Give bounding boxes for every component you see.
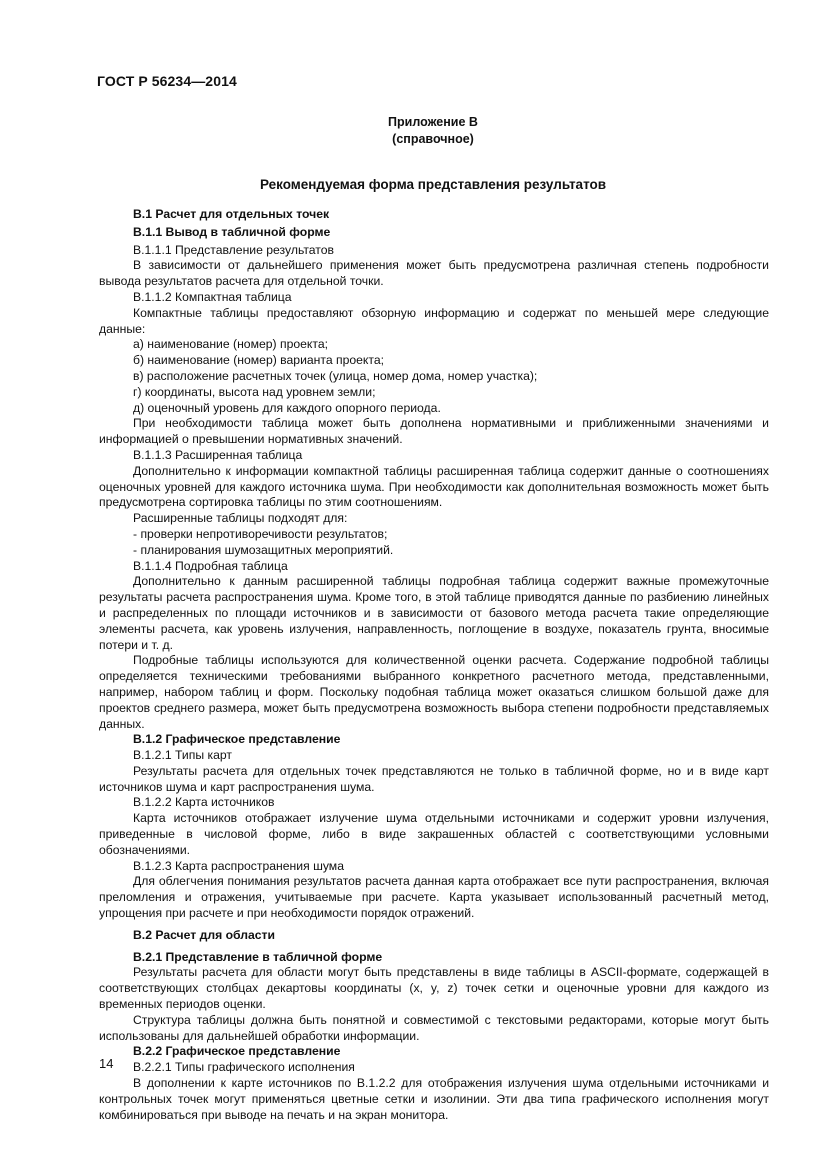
subsection-heading: В.1.1 Вывод в табличной форме xyxy=(133,224,331,239)
list-item: д) оценочный уровень для каждого опорного периода. xyxy=(133,400,441,415)
appendix-heading xyxy=(0,114,826,148)
paragraph: Для облегчения понимания результатов расчета данная карта отображает все пути распространения, включая преломления и отражения, учитываемые при расчете. Карта указывает использованный расчетный метод, упрощения при расчете и при необходимости порядок отражений. xyxy=(99,874,769,921)
paragraph: Компактные таблицы предоставляют обзорную информацию и содержат по меньшей мере следующие данные: xyxy=(99,305,769,336)
clause-heading: В.1.1.1 Представление результатов xyxy=(133,242,334,257)
list-item: в) расположение расчетных точек (улица, номер дома, номер участка); xyxy=(133,368,538,383)
clause-heading: В.1.1.4 Подробная таблица xyxy=(133,558,288,573)
subsection-heading: В.2.2 Графическое представление xyxy=(133,1044,341,1059)
list-item: - проверки непротиворечивости результатов; xyxy=(133,526,388,541)
paragraph: Дополнительно к информации компактной таблицы расширенная таблица содержит данные о соотношениях оценочных уровней для каждого источника шума. При необходимости как дополнительная возможность может быть предусмотрена сортировка таблицы по этим соотношениям. xyxy=(99,463,769,510)
paragraph: Результаты расчета для отдельных точек представляются не только в табличной форме, но и в виде карт источников шума и карт распространения шума. xyxy=(99,763,769,794)
clause-heading: В.1.2.2 Карта источников xyxy=(133,795,275,810)
paragraph: В дополнении к карте источников по В.1.2.2 для отображения излучения шума отдельными источниками и контрольных точек могут применяться цветные сетки и изолинии. Эти два типа графического исполнения могут комбинироваться при выводе на печать и на экран монитора. xyxy=(99,1076,769,1122)
section-heading: В.1 Расчет для отдельных точек xyxy=(133,207,330,221)
paragraph: Карта источников отображает излучение шума отдельными источниками и содержит уровни излучения, приведенные в числовой форме, либо в виде закрашенных областей с соответствующими условными обозначениями. xyxy=(99,811,769,857)
document-body xyxy=(99,207,769,1123)
clause-heading: В.1.2.3 Карта распространения шума xyxy=(133,858,344,873)
page-number: 14 xyxy=(99,1056,114,1071)
clause-heading: В.1.1.2 Компактная таблица xyxy=(133,289,292,304)
list-item: г) координаты, высота над уровнем земли; xyxy=(133,384,376,399)
paragraph: При необходимости таблица может быть дополнена нормативными и приближенными значениями и информацией о превышении нормативных значений. xyxy=(99,416,769,447)
page-title: Рекомендуемая форма представления результатов xyxy=(259,177,607,192)
appendix-title: Приложение В xyxy=(388,115,478,129)
document-header: ГОСТ Р 56234—2014 xyxy=(97,73,237,89)
paragraph: Расширенные таблицы подходят для: xyxy=(133,511,348,526)
list-item: - планирования шумозащитных мероприятий. xyxy=(133,542,394,557)
paragraph: В зависимости от дальнейшего применения может быть предусмотрена различная степень подробности вывода результатов расчета для отдельной точки. xyxy=(99,258,769,289)
appendix-subtitle: (справочное) xyxy=(392,132,474,146)
paragraph: Результаты расчета для области могут быть представлены в виде таблицы в ASCII-формате, содержащей в соответствующих столбцах декартовы координаты (x, y, z) точек сетки и оценочные уровни для каждого из временных периодов оценки. xyxy=(99,965,769,1012)
clause-heading: В.2.2.1 Типы графического исполнения xyxy=(133,1060,355,1075)
subsection-heading: В.1.2 Графическое представление xyxy=(133,732,341,747)
section-heading: В.2 Расчет для области xyxy=(133,927,276,942)
clause-heading: В.1.2.1 Типы карт xyxy=(133,748,232,763)
paragraph: Структура таблицы должна быть понятной и совместимой с текстовыми редакторами, которые могут быть использованы для дальнейшей обработки информации. xyxy=(99,1012,769,1043)
paragraph: Подробные таблицы используются для количественной оценки расчета. Содержание подробной таблицы определяется техническими требованиями выбранного конкретного расчетного метода, представленными, например, набором таблиц и форм. Поскольку подобная таблица может оказаться слишком большой даже для проектов среднего размера, может быть предусмотрена возможность выбора степени подробности представляемых данных. xyxy=(99,653,769,731)
list-item: б) наименование (номер) варианта проекта; xyxy=(133,353,385,368)
subsection-heading: В.2.1 Представление в табличной форме xyxy=(133,949,383,964)
clause-heading: В.1.1.3 Расширенная таблица xyxy=(133,447,303,462)
paragraph: Дополнительно к данным расширенной таблицы подробная таблица содержит важные промежуточные результаты расчета распространения шума. Кроме того, в этой таблице приводятся данные по разбиению линейных и распределенных по площади источников и в зависимости от базового метода расчета такие определяющие элементы расчета, как уровень излучения, направленность, поглощение в воздухе, показатель грунта, вносимые потери и т. д. xyxy=(99,574,769,652)
list-item: а) наименование (номер) проекта; xyxy=(133,337,328,352)
